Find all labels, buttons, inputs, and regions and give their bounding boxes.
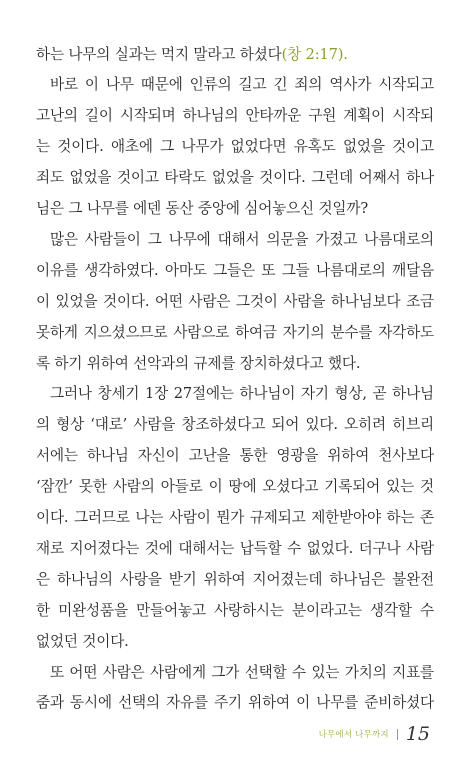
text-line: 는 것이다. 애초에 그 나무가 없었다면 유혹도 없었을 것이고 [36, 138, 434, 156]
footer-divider [397, 729, 398, 740]
text-line: 없었던 것이다. [36, 632, 129, 650]
text-line: 서에는 하나님 자신이 고난을 통한 영광을 위하여 천사보다 [36, 447, 434, 465]
text-line: 못하게 지으셨으므로 사람으로 하여금 자기의 분수를 자각하도 [36, 323, 434, 341]
text-line: 죄도 없었을 것이고 타락도 없었을 것이다. 그런데 어째서 하나 [36, 169, 434, 187]
text-line: 재로 지어졌다는 것에 대해서는 납득할 수 없었다. 더구나 사람 [36, 539, 434, 557]
text-line: 님은 그 나무를 에덴 동산 중앙에 심어놓으신 것일까? [36, 200, 368, 218]
line-text: 하는 나무의 실과는 먹지 말라고 하셨다 [36, 45, 282, 63]
text-line: 록 하기 위하여 선악과의 규제를 장치하셨다고 했다. [36, 354, 361, 372]
text-line: 고난의 길이 시작되며 하나님의 안타까운 구원 계획이 시작되 [36, 107, 434, 125]
text-line: ‘잠깐’ 못한 사람의 아들로 이 땅에 오셨다고 기록되어 있는 것 [36, 478, 434, 496]
text-line: 의 형상 ‘대로’ 사람을 창조하셨다고 되어 있다. 오히려 히브리 [36, 416, 434, 434]
text-line: 많은 사람들이 그 나무에 대해서 의문을 가졌고 나름대로의 [50, 230, 434, 248]
running-title: 나무에서 나무까지 [318, 730, 389, 740]
scripture-citation: (창 2:17). [281, 45, 348, 63]
text-line: 이다. 그러므로 나는 사람이 뭔가 규제되고 제한받아야 하는 존 [36, 509, 434, 527]
text-line: 바로 이 나무 때문에 인류의 길고 긴 죄의 역사가 시작되고 [50, 76, 434, 94]
text-line: 한 미완성품을 만들어놓고 사랑하시는 분이라고는 생각할 수 [36, 601, 434, 619]
text-line: 이유를 생각하였다. 아마도 그들은 또 그들 나름대로의 깨달음 [36, 261, 434, 279]
text-line: 이 있었을 것이다. 어떤 사람은 그것이 사람을 하나님보다 조금 [36, 292, 434, 310]
text-line: 그러나 창세기 1장 27절에는 하나님이 자기 형상, 곧 하나님 [50, 385, 434, 403]
text-line: 줌과 동시에 선택의 자유를 주기 위하여 이 나무를 준비하셨다 [36, 694, 434, 712]
page-footer [319, 722, 430, 746]
text-line [36, 45, 434, 65]
page-number: 15 [405, 723, 430, 745]
text-line: 또 어떤 사람은 사람에게 그가 선택할 수 있는 가치의 지표를 [50, 663, 434, 681]
text-line: 은 하나님의 사랑을 받기 위하여 지어졌는데 하나님은 불완전 [36, 570, 434, 588]
